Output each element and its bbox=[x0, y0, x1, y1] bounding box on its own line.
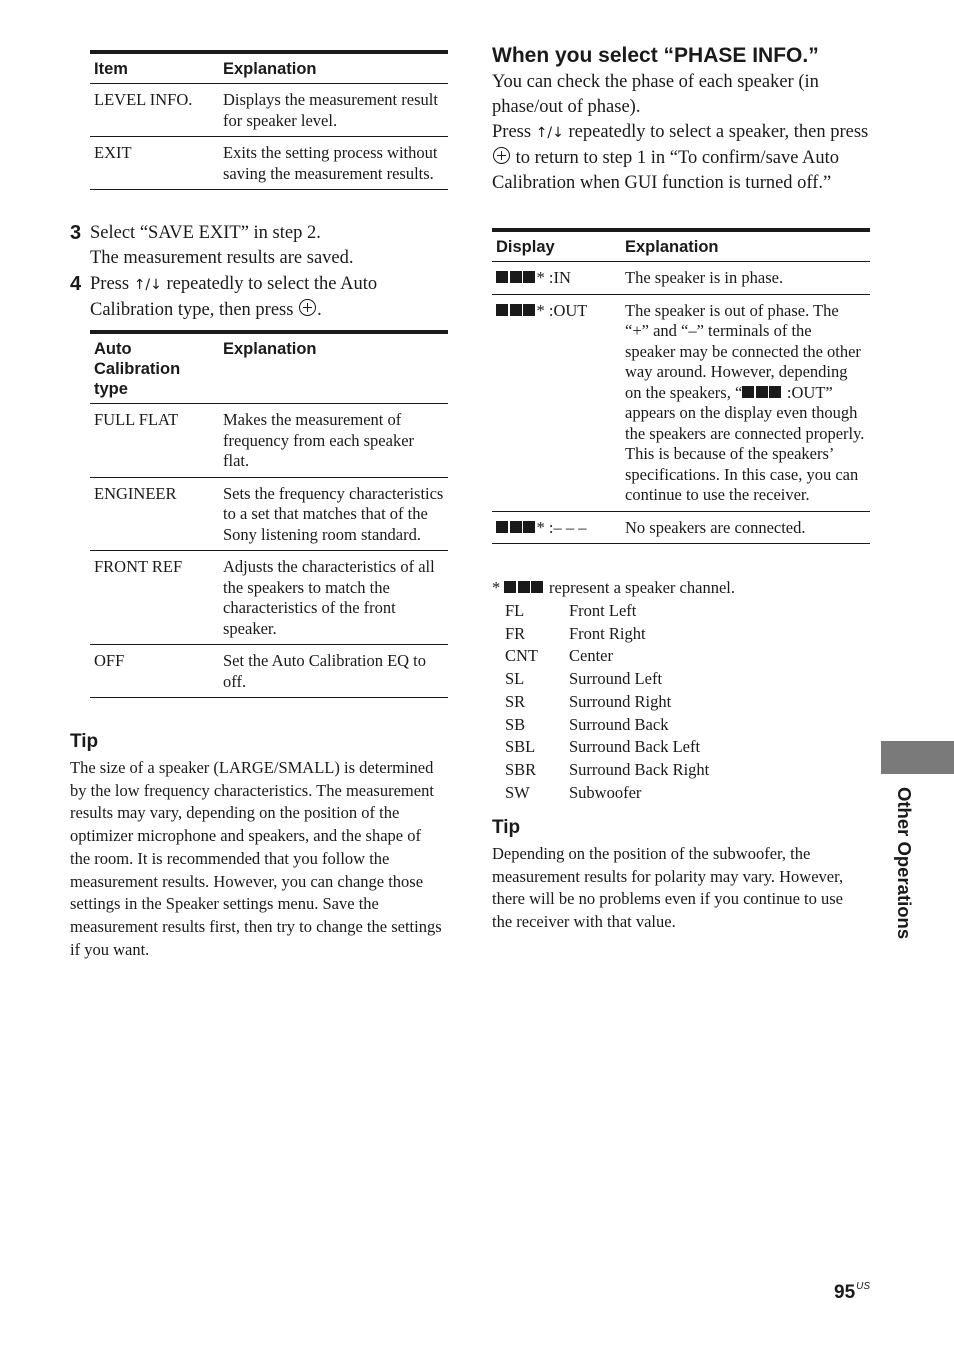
channel-name: Front Left bbox=[569, 601, 637, 620]
up-down-arrows-icon: ↑/↓ bbox=[133, 277, 162, 293]
table-header-calibration-type: Auto Calibration type bbox=[90, 332, 219, 404]
channel-placeholder-icon bbox=[496, 301, 537, 320]
list-item bbox=[505, 782, 865, 805]
page-number-value: 95 bbox=[834, 1282, 856, 1303]
display-cell bbox=[492, 262, 621, 295]
list-item bbox=[505, 600, 865, 623]
channel-abbr: SW bbox=[505, 782, 530, 802]
display-cell bbox=[492, 511, 621, 544]
table-header-row bbox=[90, 332, 448, 404]
enter-button-icon bbox=[299, 299, 316, 316]
list-item bbox=[505, 714, 865, 737]
table-row bbox=[492, 294, 870, 511]
instruction-text-middle: repeatedly to select a speaker, then press bbox=[568, 122, 869, 142]
phase-info-intro bbox=[492, 70, 872, 196]
tip-heading: Tip bbox=[70, 731, 99, 752]
calibration-type-cell: FRONT REF bbox=[90, 551, 219, 645]
section-label: Other Operations bbox=[894, 787, 915, 940]
table-row bbox=[90, 551, 448, 645]
step-3 bbox=[70, 221, 450, 271]
table-row bbox=[492, 511, 870, 544]
explanation-text-before: The speaker is out of phase. The “+” and “–” terminals of the speaker may be connected the other way around. However, depending on the speakers, “ bbox=[625, 300, 861, 402]
explanation-cell: Displays the measurement result for speaker level. bbox=[219, 84, 448, 137]
explanation-cell: Set the Auto Calibration EQ to off. bbox=[219, 645, 448, 698]
channel-name: Center bbox=[569, 646, 613, 666]
table-header-row bbox=[492, 230, 870, 262]
channel-abbr: SBL bbox=[505, 737, 536, 757]
channel-placeholder-icon bbox=[496, 518, 537, 537]
table-header-row bbox=[90, 52, 448, 84]
page-region-suffix: US bbox=[856, 1281, 871, 1292]
list-item bbox=[505, 759, 865, 782]
explanation-cell: Makes the measurement of frequency from each speaker flat. bbox=[219, 404, 448, 478]
channel-name: Surround Back Left bbox=[569, 737, 701, 757]
table-header-explanation: Explanation bbox=[219, 52, 448, 84]
tip-heading: Tip bbox=[492, 817, 521, 838]
item-cell: EXIT bbox=[90, 137, 219, 190]
display-cell bbox=[492, 294, 621, 511]
table-row bbox=[90, 477, 448, 551]
auto-calibration-table bbox=[90, 330, 448, 698]
channel-abbr: SBR bbox=[505, 759, 537, 779]
display-suffix: * :– – – bbox=[536, 517, 587, 537]
calibration-type-cell: FULL FLAT bbox=[90, 404, 219, 478]
channel-name: Surround Left bbox=[569, 669, 663, 689]
display-suffix: * :OUT bbox=[536, 300, 588, 320]
table-header-explanation: Explanation bbox=[219, 332, 448, 404]
channel-name: Surround Right bbox=[569, 691, 672, 711]
page-number bbox=[834, 1281, 870, 1304]
calibration-type-cell: ENGINEER bbox=[90, 477, 219, 551]
phase-info-instruction bbox=[492, 120, 872, 196]
explanation-text-after: :OUT” appears on the display even though the speakers are connected properly. This is because of the speakers’ specifications. In this case, you can continue to use the receiver. bbox=[625, 382, 865, 504]
step-4-text-after: . bbox=[317, 300, 322, 320]
channel-name: Surround Back Right bbox=[569, 759, 710, 779]
list-item bbox=[505, 623, 865, 646]
explanation-cell: Exits the setting process without saving the measurement results. bbox=[219, 137, 448, 190]
step-4 bbox=[70, 272, 450, 323]
enter-button-icon bbox=[493, 147, 510, 164]
table-row bbox=[492, 262, 870, 295]
section-tab-marker bbox=[881, 741, 954, 774]
table-row bbox=[90, 84, 448, 137]
table-header-display: Display bbox=[492, 230, 621, 262]
channel-abbr: SR bbox=[505, 691, 526, 711]
calibration-type-cell: OFF bbox=[90, 645, 219, 698]
footnote-asterisk: * bbox=[492, 578, 501, 597]
step-number: 3 bbox=[70, 222, 82, 244]
table-row bbox=[90, 137, 448, 190]
channel-name: Subwoofer bbox=[569, 782, 642, 802]
footnote-text: represent a speaker channel. bbox=[549, 578, 735, 597]
step-3-result: The measurement results are saved. bbox=[90, 248, 354, 268]
channel-placeholder-icon bbox=[504, 578, 545, 597]
list-item bbox=[505, 736, 865, 759]
channel-abbr: FR bbox=[505, 623, 526, 643]
channel-abbr: SL bbox=[505, 669, 525, 689]
table-header-explanation: Explanation bbox=[621, 230, 870, 262]
item-cell: LEVEL INFO. bbox=[90, 84, 219, 137]
step-4-instruction bbox=[90, 272, 450, 323]
list-item bbox=[505, 691, 865, 714]
explanation-cell: Adjusts the characteristics of all the speakers to match the characteristics of the front speaker. bbox=[219, 551, 448, 645]
display-suffix: * :IN bbox=[536, 268, 571, 287]
display-explanation-table bbox=[492, 228, 870, 544]
step-number: 4 bbox=[70, 273, 82, 295]
channel-placeholder-icon bbox=[496, 268, 537, 287]
channel-abbr: SB bbox=[505, 714, 526, 734]
instruction-text-before: Press bbox=[492, 122, 532, 142]
footnote bbox=[492, 577, 872, 600]
channel-name: Front Right bbox=[569, 623, 646, 643]
channel-abbr: CNT bbox=[505, 646, 538, 666]
channel-name: Surround Back bbox=[569, 714, 669, 734]
channel-abbr: FL bbox=[505, 601, 525, 620]
up-down-arrows-icon: ↑/↓ bbox=[535, 125, 564, 141]
table-row bbox=[90, 645, 448, 698]
step-3-instruction: Select “SAVE EXIT” in step 2. bbox=[90, 223, 321, 243]
table-header-item: Item bbox=[90, 52, 219, 84]
channel-list bbox=[505, 600, 865, 804]
tip-text: Depending on the position of the subwoofer, the measurement results for polarity may vary. However, there will be no problems even if you continue to use the receiver with that value. bbox=[492, 844, 844, 932]
step-4-text-middle: repeatedly to select the Auto Calibration type, then press bbox=[90, 274, 378, 320]
phase-info-heading: When you select “PHASE INFO.” bbox=[492, 44, 819, 67]
item-explanation-table bbox=[90, 50, 448, 190]
step-4-text-before: Press bbox=[90, 274, 130, 294]
instruction-text-after: to return to step 1 in “To confirm/save Auto Calibration when GUI function is turned off.” bbox=[492, 148, 840, 193]
channel-placeholder-icon bbox=[742, 383, 783, 402]
table-row bbox=[90, 404, 448, 478]
explanation-cell: No speakers are connected. bbox=[621, 511, 870, 544]
explanation-cell bbox=[621, 294, 870, 511]
list-item bbox=[505, 645, 865, 668]
explanation-cell: The speaker is in phase. bbox=[621, 262, 870, 295]
list-item bbox=[505, 668, 865, 691]
phase-info-description: You can check the phase of each speaker (in phase/out of phase). bbox=[492, 72, 819, 117]
explanation-cell: Sets the frequency characteristics to a set that matches that of the Sony listening room standard. bbox=[219, 477, 448, 551]
tip-text: The size of a speaker (LARGE/SMALL) is determined by the low frequency characteristics. The measurement results may vary, depending on the position of the optimizer microphone and speakers, and the shape of the room. It is recommended that you follow the measurement results. However, you can change those settings in the Speaker settings menu. Save the measurement results first, then try to change the settings if you want. bbox=[70, 758, 442, 959]
